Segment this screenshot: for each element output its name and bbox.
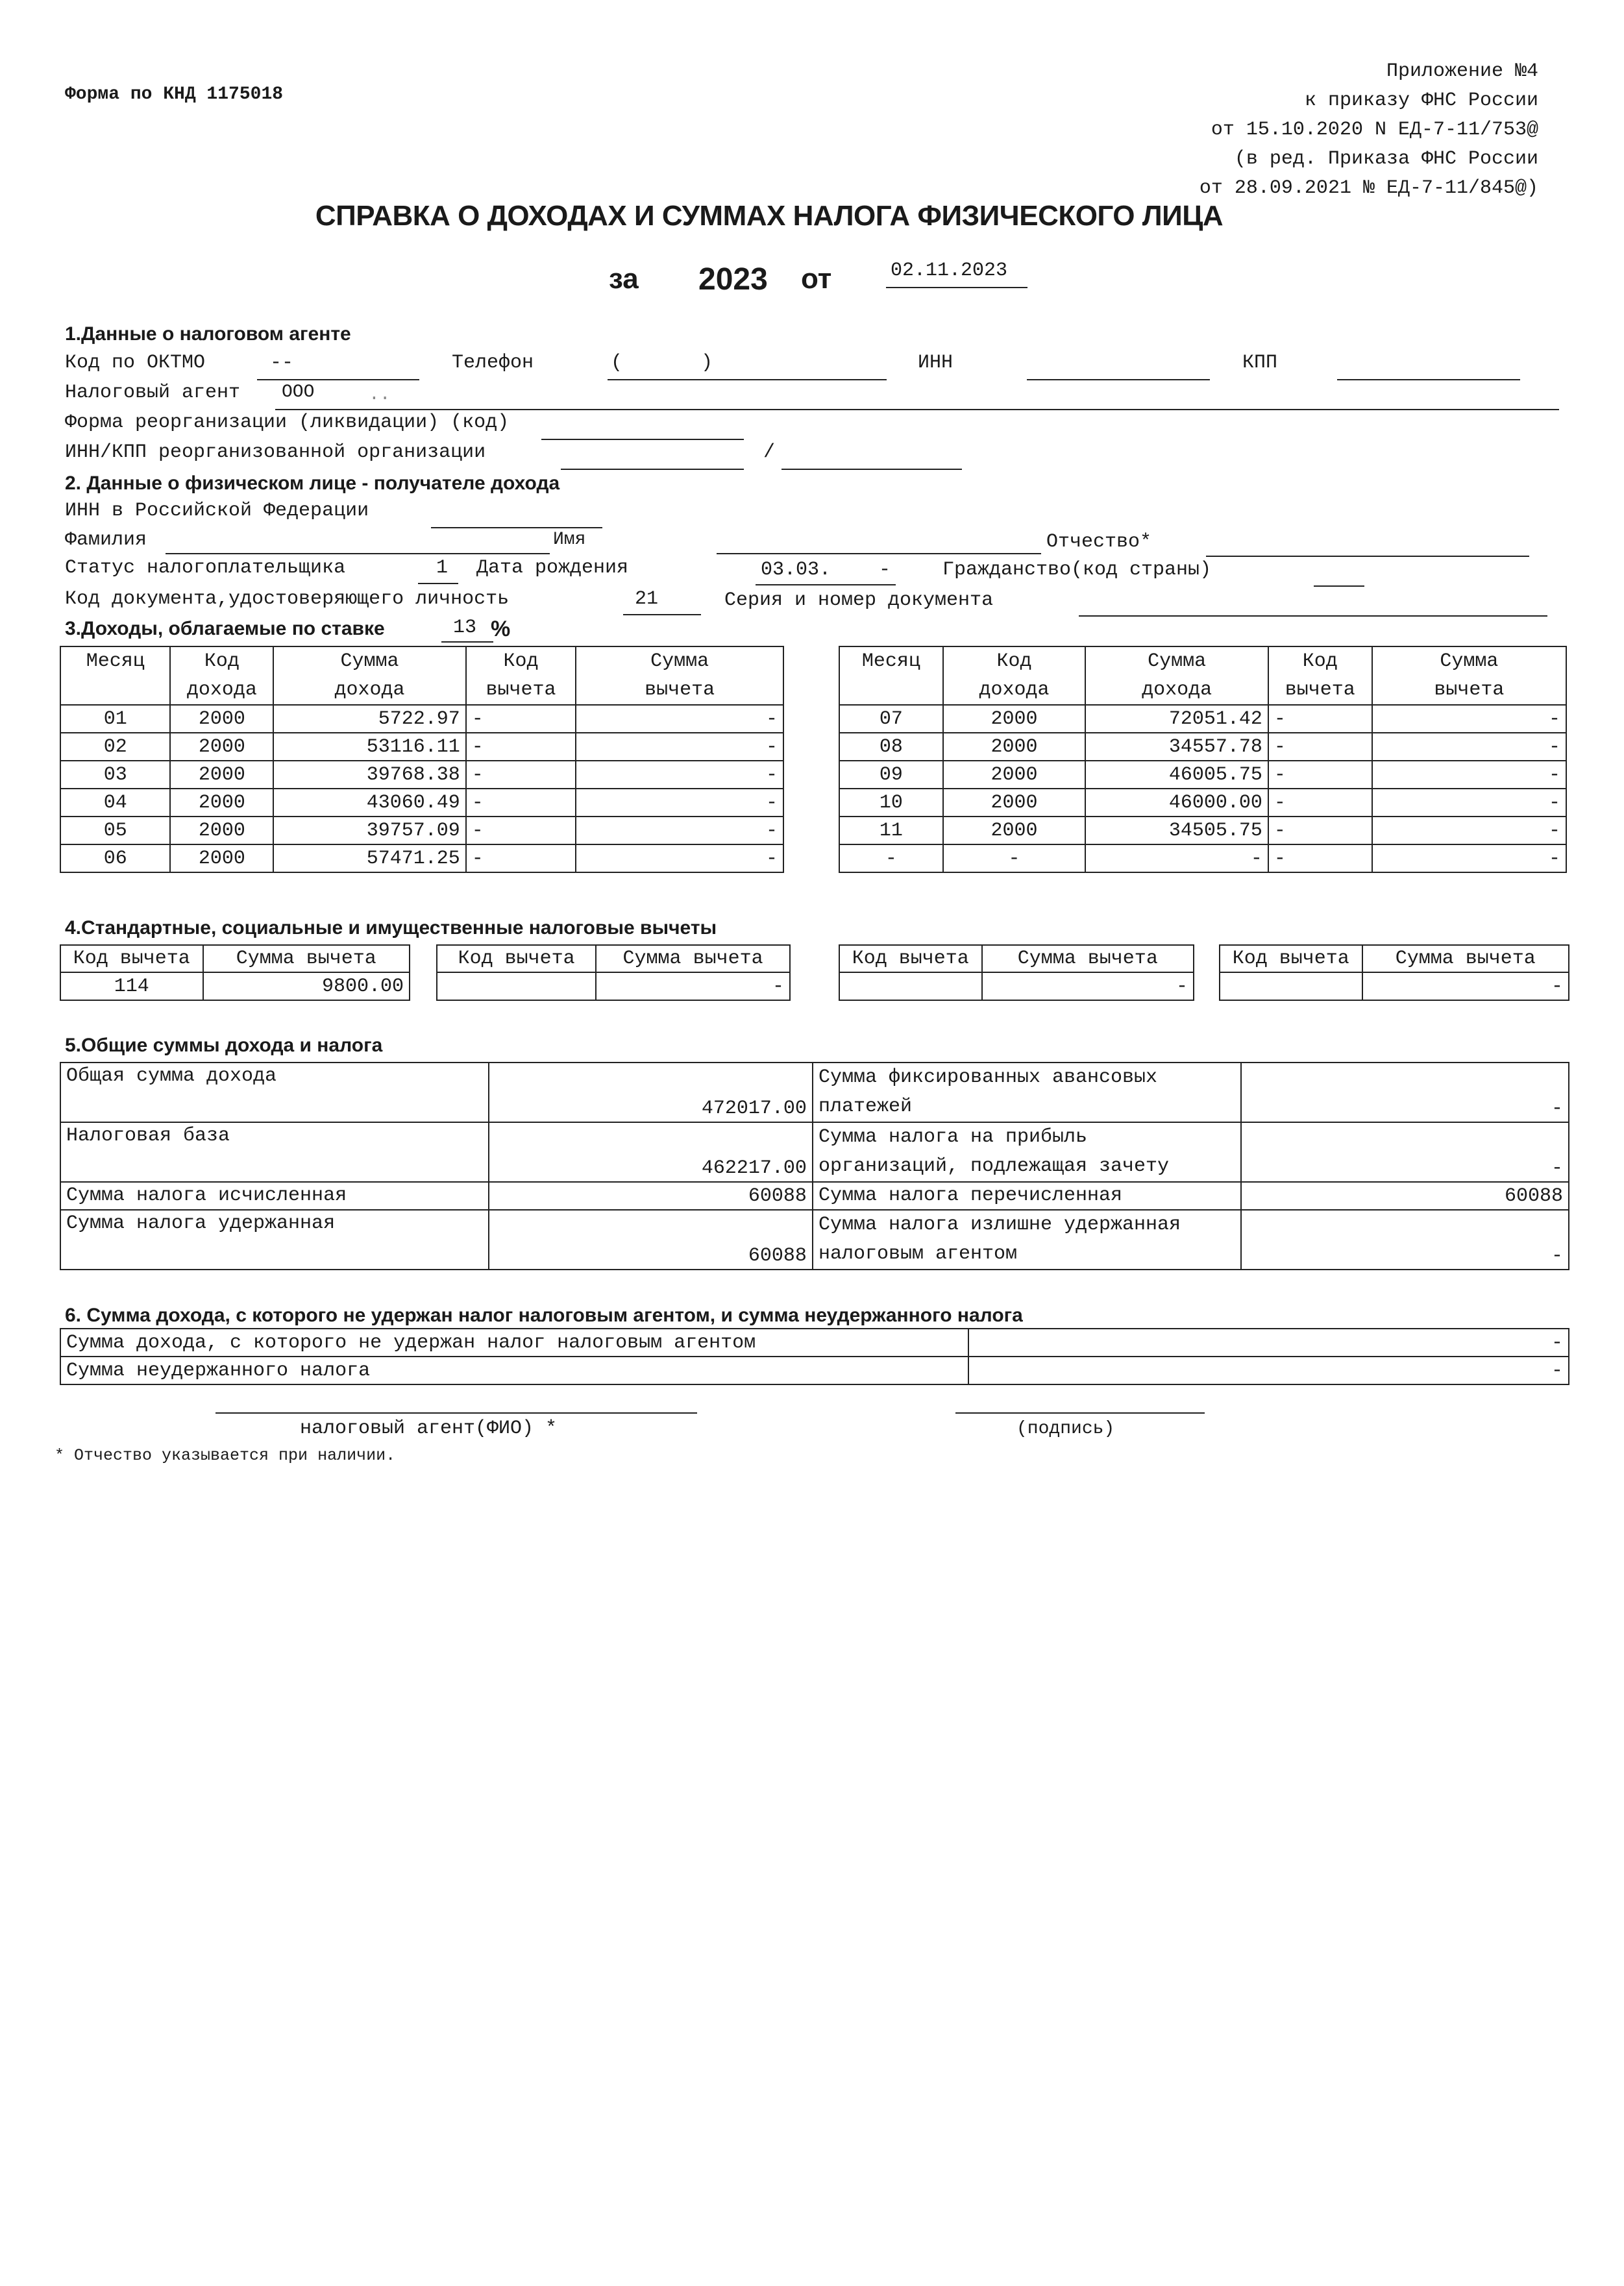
signature-label: (подпись): [1016, 1419, 1115, 1439]
profit-tax-label: Сумма налога на прибыль организаций, подлежащая зачету: [813, 1122, 1241, 1182]
unwithheld-tax-value: -: [968, 1357, 1569, 1384]
table-row: [60, 1210, 1569, 1270]
birthdate-underline: [756, 584, 896, 585]
totals-table: [60, 1062, 1569, 1270]
doc-code-label: Код документа,удостоверяющего личность: [65, 588, 510, 610]
deduction-sum-header: Сумма вычета: [596, 945, 790, 972]
deduction-sum-header: Сумма вычета: [982, 945, 1194, 972]
col-deduction-sum: Сумма вычета: [1372, 646, 1566, 705]
table-row: 05 2000 39757.09 - -: [60, 817, 783, 844]
tax-calculated-label: Сумма налога исчисленная: [60, 1182, 489, 1210]
table-row: 10 2000 46000.00 - -: [839, 789, 1566, 817]
patronymic-label: Отчество*: [1046, 531, 1152, 553]
deduction-code: [1220, 972, 1362, 1000]
tax-withheld-label: Сумма налога удержанная: [60, 1210, 489, 1270]
total-income-label: Общая сумма дохода: [60, 1063, 489, 1122]
table-row: - - - - -: [839, 844, 1566, 872]
deduction-code-header: Код вычета: [437, 945, 596, 972]
table-row: 04 2000 43060.49 - -: [60, 789, 783, 817]
table-row: [60, 1182, 1569, 1210]
table-row: 09 2000 46005.75 - -: [839, 761, 1566, 789]
phone-label: Телефон: [452, 352, 534, 374]
name-label: Имя: [553, 530, 586, 550]
reorg-form-underline: [541, 439, 744, 440]
deduction-sum: -: [1362, 972, 1569, 1000]
tax-base-label: Налоговая база: [60, 1122, 489, 1182]
reorg-inn-underline: [561, 469, 744, 470]
table-row: 07 2000 72051.42 - -: [839, 705, 1566, 733]
reorg-slash: /: [763, 441, 776, 463]
deduction-code: [437, 972, 596, 1000]
oktmo-label: Код по ОКТМО: [65, 352, 206, 374]
col-deduction-code: Код вычета: [1268, 646, 1372, 705]
agent-inn-underline: [1027, 379, 1210, 380]
section3-heading: 3.Доходы, облагаемые по ставке: [65, 618, 385, 639]
income-table-header: [60, 646, 783, 705]
signature-line: [955, 1412, 1205, 1414]
deduction-code: [839, 972, 982, 1000]
section6-heading: 6. Сумма дохода, с которого не удержан налог налоговым агентом, и сумма неудержанного налога: [65, 1305, 1023, 1326]
table-row: 11 2000 34505.75 - -: [839, 817, 1566, 844]
agent-label: Налоговый агент: [65, 382, 241, 404]
col-income-amount: Сумма дохода: [1085, 646, 1268, 705]
status-label: Статус налогоплательщика: [65, 557, 346, 579]
birthdate-dash: -: [879, 559, 891, 581]
col-income-code: Код дохода: [170, 646, 273, 705]
profit-tax-value: -: [1241, 1122, 1569, 1182]
agent-underline: [275, 409, 1559, 410]
income-table-right: [839, 646, 1567, 873]
tax-excess-label: Сумма налога излишне удержанная налоговым агентом: [813, 1210, 1241, 1270]
agent-kpp-label: КПП: [1242, 352, 1278, 374]
for-label: за: [609, 263, 639, 295]
tax-rate-underline: [441, 641, 493, 643]
table-row: [60, 972, 410, 1000]
agent-sign-line: [215, 1412, 697, 1414]
citizenship-label: Гражданство(код страны): [942, 559, 1212, 581]
surname-underline: [166, 553, 550, 554]
unwithheld-tax-label: Сумма неудержанного налога: [60, 1357, 968, 1384]
appendix-line-2: к приказу ФНС России: [1304, 90, 1538, 112]
tax-withheld-value: 60088: [489, 1210, 813, 1270]
reorg-form-label: Форма реорганизации (ликвидации) (код): [65, 412, 510, 434]
inn-rf-underline: [431, 527, 602, 528]
table-row: [60, 1063, 1569, 1122]
birthdate-label: Дата рождения: [476, 557, 629, 579]
footnote: * Отчество указывается при наличии.: [55, 1446, 396, 1465]
doc-series-underline: [1079, 615, 1547, 617]
total-income-value: 472017.00: [489, 1063, 813, 1122]
deduction-code: 114: [60, 972, 203, 1000]
citizenship-underline: [1314, 585, 1364, 587]
income-table-left: [60, 646, 784, 873]
agent-value: ООО: [282, 382, 315, 402]
income-table-header: [839, 646, 1566, 705]
status-value: 1: [436, 557, 449, 579]
appendix-block: [1200, 57, 1538, 203]
tax-transferred-value: 60088: [1241, 1182, 1569, 1210]
tax-rate-value: 13: [453, 617, 477, 639]
appendix-line-3: от 15.10.2020 N ЕД-7-11/753@: [1211, 119, 1538, 141]
col-income-amount: Сумма дохода: [273, 646, 466, 705]
deduction-sum-header: Сумма вычета: [1362, 945, 1569, 972]
table-row: [60, 1357, 1569, 1384]
doc-code-underline: [623, 614, 701, 615]
tax-excess-value: -: [1241, 1210, 1569, 1270]
doc-series-label: Серия и номер документа: [724, 589, 994, 611]
table-row: 08 2000 34557.78 - -: [839, 733, 1566, 761]
section5-heading: 5.Общие суммы дохода и налога: [65, 1035, 383, 1056]
deduction-block-3: [839, 944, 1194, 1001]
table-row: 02 2000 53116.11 - -: [60, 733, 783, 761]
table-row: [437, 972, 790, 1000]
report-year: 2023: [698, 262, 768, 297]
deduction-block-1: [60, 944, 410, 1001]
table-row: 03 2000 39768.38 - -: [60, 761, 783, 789]
phone-open: (: [611, 352, 623, 374]
unwithheld-income-label: Сумма дохода, с которого не удержан налог налоговым агентом: [60, 1329, 968, 1357]
deduction-sum: 9800.00: [203, 972, 410, 1000]
reorg-kpp-underline: [781, 469, 962, 470]
deduction-sum: -: [982, 972, 1194, 1000]
reorg-inn-label: ИНН/КПП реорганизованной организации: [65, 441, 486, 463]
table-row: [839, 972, 1194, 1000]
agent-sign-label: налоговый агент(ФИО) *: [300, 1418, 558, 1440]
col-month: Месяц: [60, 646, 170, 705]
tax-base-value: 462217.00: [489, 1122, 813, 1182]
agent-kpp-underline: [1337, 379, 1520, 380]
form-code: Форма по КНД 1175018: [65, 84, 284, 104]
appendix-line-5: от 28.09.2021 № ЕД-7-11/845@): [1199, 177, 1538, 199]
patronymic-underline: [1206, 556, 1529, 557]
deduction-block-4: [1219, 944, 1569, 1001]
col-month: Месяц: [839, 646, 943, 705]
col-income-code: Код дохода: [943, 646, 1086, 705]
table-row: 01 2000 5722.97 - -: [60, 705, 783, 733]
phone-close: ): [701, 352, 713, 374]
oktmo-value: --: [270, 352, 294, 374]
table-row: [60, 1122, 1569, 1182]
col-deduction-code: Код вычета: [466, 646, 576, 705]
agent-inn-label: ИНН: [918, 352, 953, 374]
tax-calculated-value: 60088: [489, 1182, 813, 1210]
appendix-line-1: Приложение №4: [1386, 60, 1538, 82]
name-underline: [717, 553, 1041, 554]
unwithheld-table: [60, 1328, 1569, 1385]
agent-dots: ..: [369, 385, 391, 405]
deduction-code-header: Код вычета: [1220, 945, 1362, 972]
deduction-block-2: [436, 944, 791, 1001]
tax-transferred-label: Сумма налога перечисленная: [813, 1182, 1241, 1210]
fixed-advance-value: -: [1241, 1063, 1569, 1122]
report-date-underline: [886, 287, 1027, 288]
appendix-line-4: (в ред. Приказа ФНС России: [1234, 148, 1538, 170]
from-label: от: [801, 263, 832, 295]
deduction-code-header: Код вычета: [60, 945, 203, 972]
doc-code-value: 21: [635, 588, 659, 610]
report-date: 02.11.2023: [891, 260, 1008, 282]
deduction-sum: -: [596, 972, 790, 1000]
surname-label: Фамилия: [65, 529, 147, 551]
fixed-advance-label: Сумма фиксированных авансовых платежей: [813, 1063, 1241, 1122]
status-underline: [418, 583, 458, 584]
inn-rf-label: ИНН в Российской Федерации: [65, 500, 369, 522]
deduction-sum-header: Сумма вычета: [203, 945, 410, 972]
section2-heading: 2. Данные о физическом лице - получателе дохода: [65, 473, 560, 494]
page-title: СПРАВКА О ДОХОДАХ И СУММАХ НАЛОГА ФИЗИЧЕСКОГО ЛИЦА: [315, 200, 1224, 232]
deduction-code-header: Код вычета: [839, 945, 982, 972]
table-row: [1220, 972, 1569, 1000]
unwithheld-income-value: -: [968, 1329, 1569, 1357]
birthdate-value: 03.03.: [761, 559, 831, 581]
table-row: 06 2000 57471.25 - -: [60, 844, 783, 872]
col-deduction-sum: Сумма вычета: [576, 646, 783, 705]
section1-heading: 1.Данные о налоговом агенте: [65, 323, 351, 345]
section4-heading: 4.Стандартные, социальные и имущественные налоговые вычеты: [65, 917, 717, 939]
table-row: [60, 1329, 1569, 1357]
oktmo-underline: [257, 379, 419, 380]
phone-underline: [608, 379, 887, 380]
percent-sign: %: [491, 617, 511, 641]
